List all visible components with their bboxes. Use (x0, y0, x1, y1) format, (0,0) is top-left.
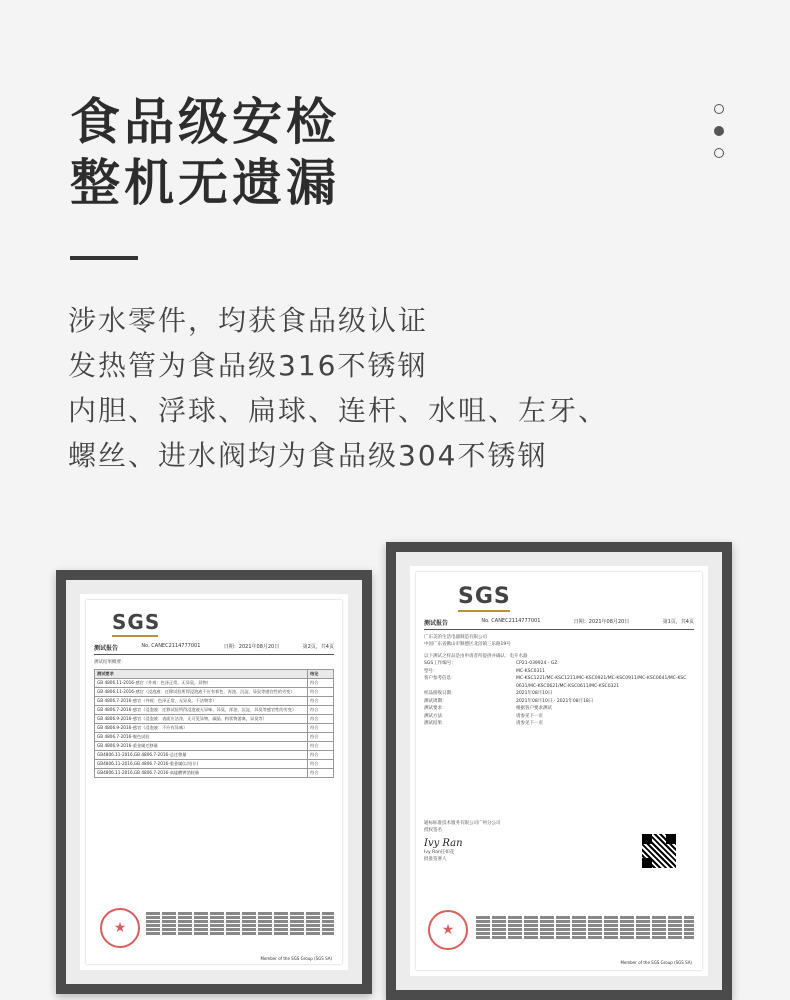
conclusion-cell: 符合 (308, 724, 334, 733)
field-key: 样品接收日期： (424, 691, 456, 696)
conclusion-cell: 符合 (308, 688, 334, 697)
field-value: 请参见下一页 (516, 721, 543, 726)
client-name: 广东美的生活电器制造有限公司 (424, 635, 487, 640)
table-row (95, 769, 334, 778)
divider (70, 256, 138, 260)
table-row (95, 733, 334, 742)
certificate-sheet-results (86, 600, 342, 964)
field-value: MC-KSC1221/MC-KSC1211/MC-KSC0921/MC-KSC0911/MC-KSC0641/MC-KSC (516, 676, 687, 681)
requirement-cell: GB 4806.9-2016-感官（浸泡液：表面应洁净，无可见异物，碳晶、粉状物游离，异臭等） (95, 715, 308, 724)
conclusion-cell: 符合 (308, 760, 334, 769)
headline (70, 92, 340, 214)
logo-underline (112, 635, 158, 637)
report-header (94, 643, 334, 655)
issuer: 通标标准技术服务有限公司广州分公司 (424, 820, 501, 826)
description-line-2: 发热管为食品级316不锈钢 (68, 349, 428, 382)
signature: Ivy Ran (424, 837, 463, 849)
signer-title: 批准签署人 (424, 856, 447, 862)
sgs-seal-stamp: ★ (428, 910, 468, 950)
fine-print (146, 912, 334, 936)
field-key (424, 683, 516, 691)
table-row (95, 706, 334, 715)
field-value: MC-KSC0311 (516, 668, 546, 674)
field-value: 根据客户要求测试 (516, 706, 552, 711)
field-row (424, 690, 694, 698)
field-row (424, 683, 694, 691)
report-fields (424, 660, 694, 728)
pagination-dot-1[interactable] (714, 104, 724, 114)
column-header-conclusion: 结论 (308, 670, 334, 679)
issuer-sub: 授权签名 (424, 827, 442, 833)
table-row (95, 724, 334, 733)
field-row (424, 713, 694, 721)
field-key: SGS工作编号： (424, 661, 456, 666)
field-row (424, 705, 694, 713)
field-value: 2021年08月10日 - 2021年08月18日 (516, 698, 594, 704)
conclusion-cell: 符合 (308, 751, 334, 760)
field-row (424, 720, 694, 728)
requirement-cell: GB 4806.11-2016-感官（外观：色泽正常，无异臭，异物） (95, 679, 308, 688)
field-key: 测试方法： (424, 713, 447, 719)
sgs-seal-stamp: ★ (100, 908, 140, 948)
field-row (424, 668, 694, 676)
table-row (95, 679, 334, 688)
table-row (95, 760, 334, 769)
report-page: 第2页，共4页 (302, 644, 334, 650)
report-page: 第1页，共4页 (662, 619, 694, 625)
sample-intro: 以下测试之样品是由申请者所提供并确认：电开水器 (424, 654, 528, 659)
report-date: 日期：2021年08月20日 (223, 644, 280, 650)
conclusion-cell: 符合 (308, 769, 334, 778)
report-label: 测试报告 (424, 620, 449, 627)
requirement-cell: GB 4806.9-2016-重金属迁移量 (95, 742, 308, 751)
requirement-cell: GB 4806.11-2016-感官（浸泡液：迁移试验所得浸泡液不应有着色、浑浊、沉淀、异臭等感官性的劣变） (95, 688, 308, 697)
description-line-3: 内胆、浮球、扁球、连杆、水咀、左牙、 (68, 394, 609, 427)
report-date: 日期：2021年08月20日 (573, 619, 630, 625)
table-row (95, 715, 334, 724)
field-value: 2021年08月10日 (516, 691, 553, 696)
headline-line-1: 食品级安检 (70, 93, 340, 151)
conclusion-cell: 符合 (308, 679, 334, 688)
signer-name: Ivy Ran任如花 (424, 849, 455, 855)
pagination-dot-2-active[interactable] (714, 126, 724, 136)
description (68, 298, 608, 478)
field-row (424, 698, 694, 706)
requirement-cell: GB 4806.7-2016-感官（浸泡液：迁移试验所得浸泡液无异味、异臭、浑浊、沉淀、异臭等感官性的劣变） (95, 706, 308, 715)
requirement-cell: GB4806.11-2016,GB 4806.7-2016-总迁移量 (95, 751, 308, 760)
field-value: 请参见下一页 (516, 713, 543, 719)
certificate-sheet-cover (416, 572, 702, 970)
field-key: 测试结果： (424, 721, 447, 726)
report-header (424, 618, 694, 630)
certificate-frame-left (56, 570, 372, 994)
headline-line-2: 整机无遗漏 (70, 154, 340, 212)
table-header-row (95, 670, 334, 679)
certificate-frame-right (386, 542, 732, 1000)
field-row (424, 675, 694, 683)
requirement-cell: GB 4806.9-2016-感官（浸泡液：不应有异味） (95, 724, 308, 733)
requirement-cell: GB 4806.7-2016-脱色试验 (95, 733, 308, 742)
member-note: Member of the SGS Group (SGS SA) (620, 960, 692, 965)
pagination-dots[interactable] (714, 104, 726, 170)
client-address: 中国广东省佛山市顺德区北滘镇三乐路19号 (424, 642, 511, 647)
field-key: 客户参考信息： (424, 676, 456, 681)
table-row (95, 742, 334, 751)
description-line-1: 涉水零件，均获食品级认证 (68, 304, 429, 337)
report-label: 测试报告 (94, 645, 119, 652)
conclusion-cell: 符合 (308, 742, 334, 751)
table-row (95, 751, 334, 760)
logo-underline (458, 610, 510, 612)
field-row (424, 660, 694, 668)
member-note: Member of the SGS Group (SGS SA) (260, 956, 332, 961)
field-key: 型号： (424, 668, 438, 674)
field-key: 测试要求： (424, 706, 447, 711)
description-line-4: 螺丝、进水阀均为食品级304不锈钢 (68, 439, 548, 472)
report-number: No. CANEC2114777001 (141, 643, 201, 649)
requirement-cell: GB 4806.7-2016-感官（外观：色泽正常，无异臭，不洁物等） (95, 697, 308, 706)
sgs-logo: SGS (458, 584, 511, 609)
column-header-requirement: 测试要求 (95, 670, 308, 679)
table-row (95, 697, 334, 706)
field-key: 测试周期： (424, 698, 447, 704)
conclusion-cell: 符合 (308, 697, 334, 706)
requirement-cell: GB4806.11-2016,GB 4806.7-2016-重金属(以铅计) (95, 760, 308, 769)
report-number: No. CANEC2114777001 (481, 618, 541, 624)
conclusion-cell: 符合 (308, 715, 334, 724)
sgs-logo: SGS (112, 610, 161, 634)
fine-print (476, 916, 694, 940)
qr-code (642, 834, 676, 868)
results-table (94, 669, 334, 778)
field-value: 0631/MC-KSC0621/MC-KSC0611/MC-KSC0321 (516, 683, 620, 689)
summary-label: 测试结果概要： (94, 660, 126, 665)
conclusion-cell: 符合 (308, 706, 334, 715)
pagination-dot-3[interactable] (714, 148, 724, 158)
table-row (95, 688, 334, 697)
field-value: CP21-039924 - GZ (516, 661, 558, 666)
requirement-cell: GB4806.11-2016,GB 4806.7-2016-高锰酸钾消耗量 (95, 769, 308, 778)
conclusion-cell: 符合 (308, 733, 334, 742)
